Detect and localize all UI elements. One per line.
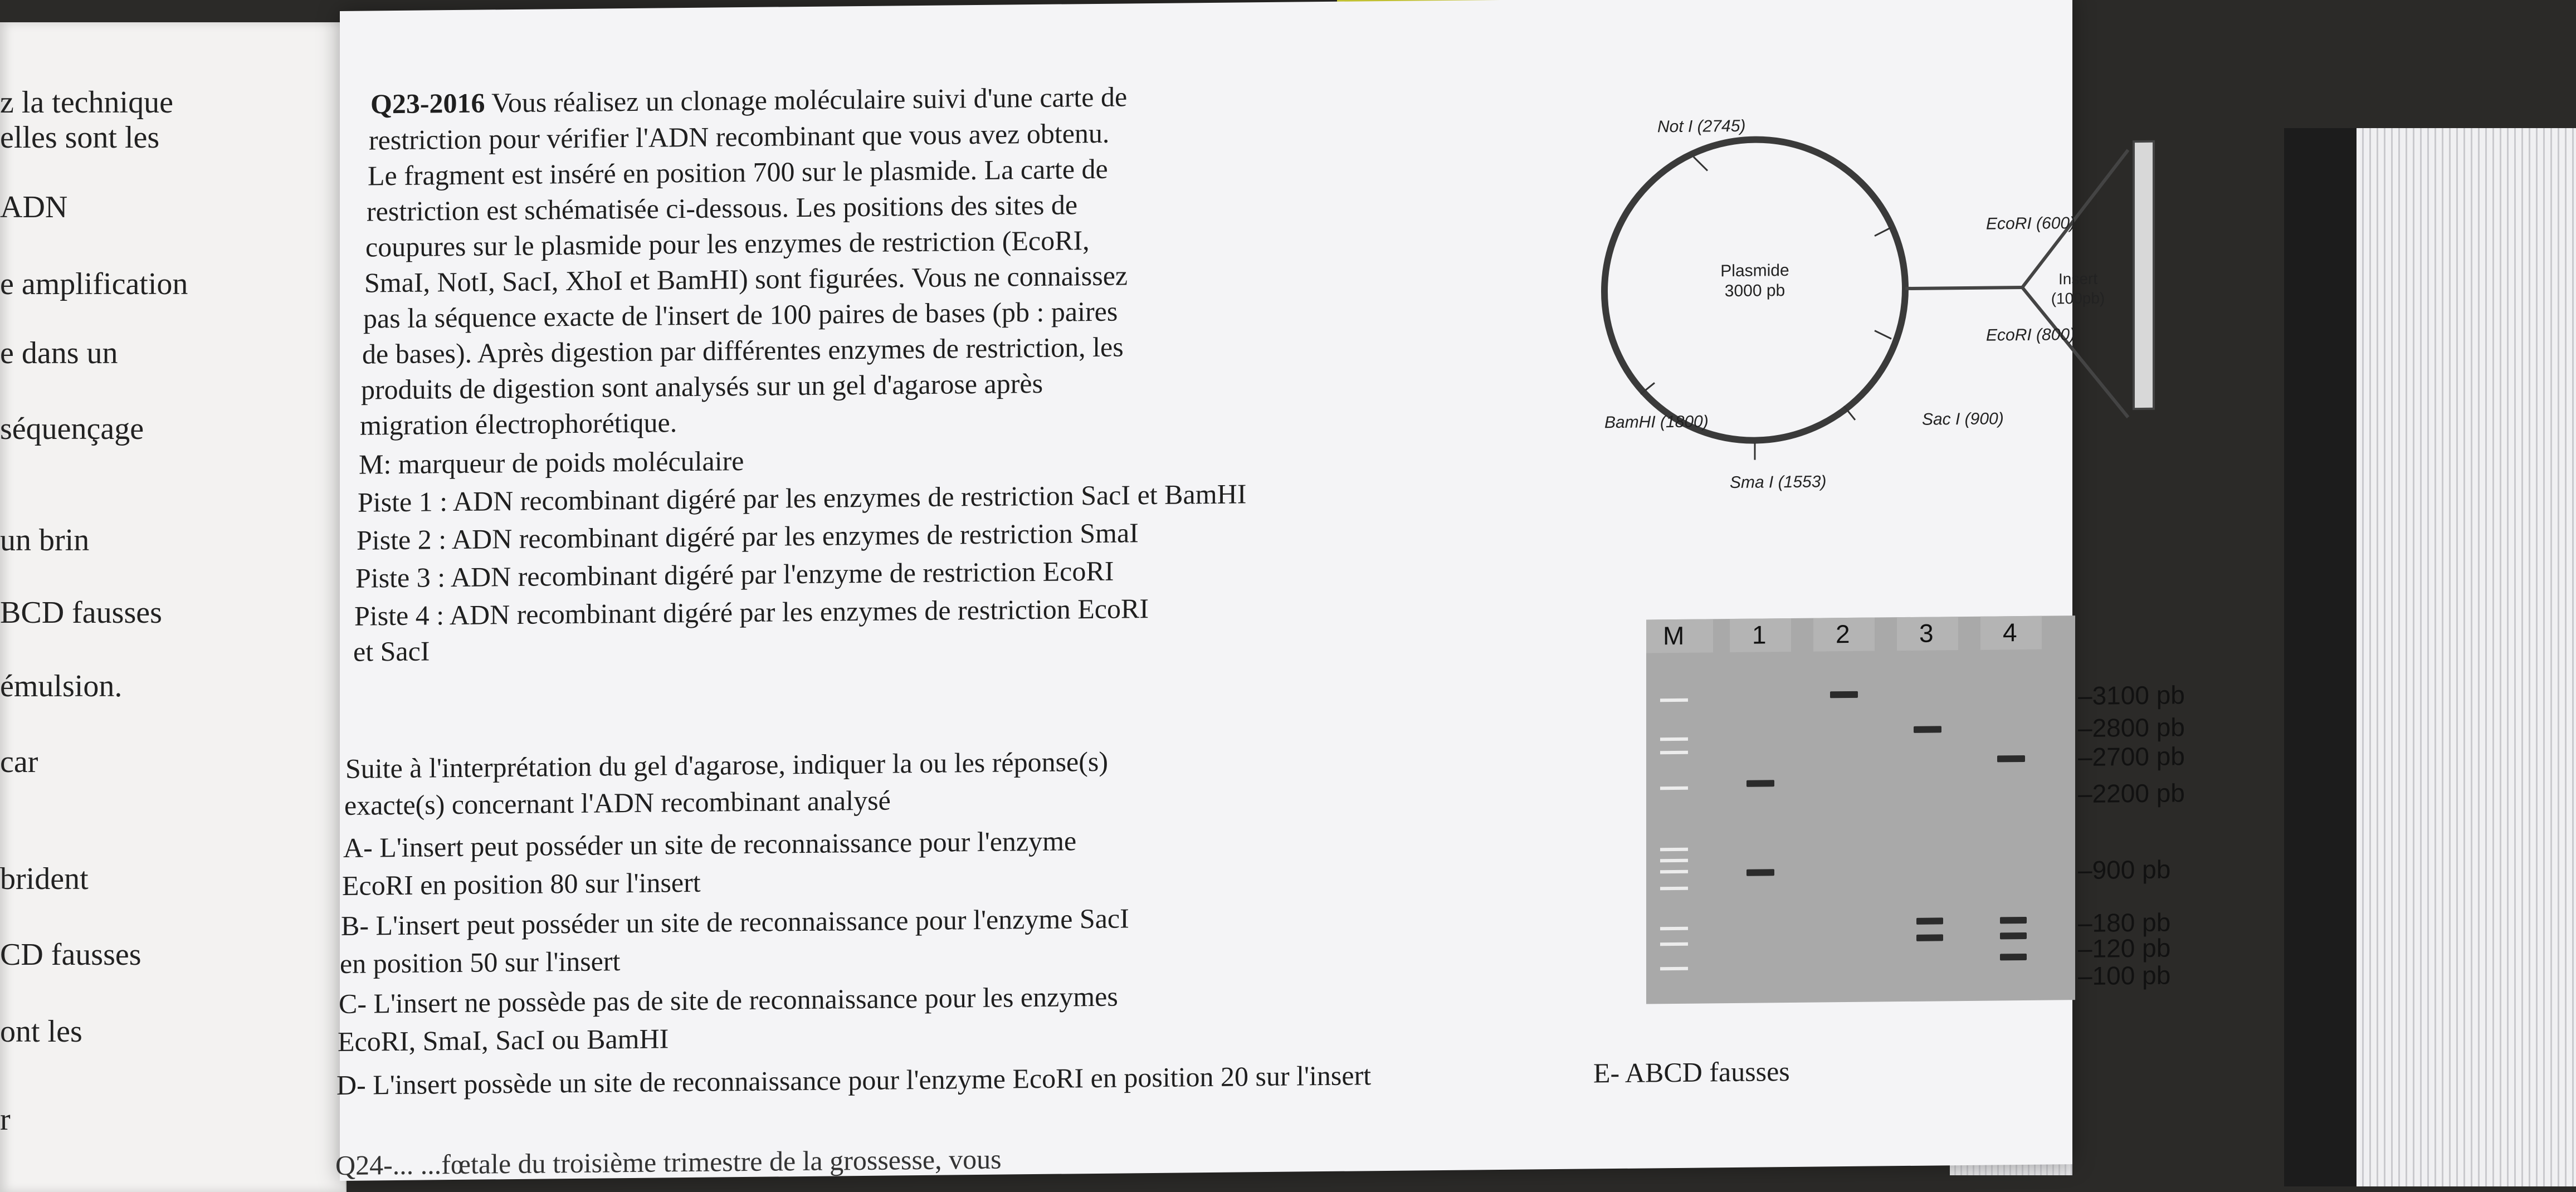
marker-band <box>1660 942 1688 946</box>
lane-4-band <box>2000 954 2027 960</box>
size-label: –120 pb <box>2078 933 2171 964</box>
left-page-line: r <box>0 1102 11 1137</box>
left-page-line: ont les <box>0 1014 82 1049</box>
left-page-line: CD fausses <box>0 937 142 972</box>
closed-book-pages <box>2357 128 2576 1186</box>
lane-2-band <box>1830 691 1858 698</box>
lane-3-band <box>1916 934 1943 941</box>
marker-band <box>1660 751 1688 754</box>
option-b: B- L'insert peut posséder un site de reconnaissance pour l'enzyme SacI <box>341 902 1129 941</box>
size-label: –100 pb <box>2078 960 2171 991</box>
size-label: –2200 pb <box>2078 778 2185 809</box>
intro-line: restriction pour vérifier l'ADN recombinant que vous avez obtenu. <box>369 117 1110 156</box>
left-page-line: e amplification <box>0 267 188 301</box>
noti-site-label: Not I (2745) <box>1657 116 1746 136</box>
size-label-text: 2800 pb <box>2092 712 2185 742</box>
marker-band <box>1660 698 1688 702</box>
size-label-text: 2700 pb <box>2092 741 2185 771</box>
lane-label-3: 3 <box>1919 618 1934 648</box>
intro-line: Vous réalisez un clonage moléculaire suivi d'une carte de <box>491 81 1128 119</box>
question-line-1 <box>370 79 1127 121</box>
left-page-line: brident <box>0 862 89 896</box>
option-a-cont: EcoRI en position 80 sur l'insert <box>342 866 701 901</box>
intro-line: produits de digestion sont analysés sur un gel d'agarose après <box>361 367 1043 406</box>
insert-size-label: (100pb) <box>2051 289 2105 307</box>
left-page-line: z la technique <box>0 85 173 120</box>
size-label: –2700 pb <box>2078 741 2185 772</box>
left-page-line: ADN <box>0 190 68 224</box>
size-label-text: 120 pb <box>2092 933 2171 963</box>
intro-line: pas la séquence exacte de l'insert de 100 paires de bases (pb : paires <box>363 295 1118 334</box>
insert-label: Insert <box>2058 270 2098 288</box>
marker-band <box>1660 848 1688 851</box>
legend-lane-1: Piste 1 : ADN recombinant digéré par les enzymes de restriction SacI et BamHI <box>358 478 1247 518</box>
smai-site-label: Sma I (1553) <box>1730 472 1827 492</box>
lane-label-m: M <box>1663 621 1685 651</box>
left-page-line: un brin <box>0 523 90 558</box>
legend-lane-4: Piste 4 : ADN recombinant digéré par les enzymes de restriction EcoRI <box>354 593 1149 632</box>
plasmid-size-label: 3000 pb <box>1724 281 1785 301</box>
left-page <box>0 22 347 1192</box>
ecori-bottom-site-label: EcoRI (800) <box>1986 325 2076 345</box>
legend-lane-3: Piste 3 : ADN recombinant digéré par l'enzyme de restriction EcoRI <box>355 555 1114 594</box>
option-b-cont: en position 50 sur l'insert <box>340 945 621 979</box>
intro-line: Le fragment est inséré en position 700 sur le plasmide. La carte de <box>368 153 1108 192</box>
option-c: C- L'insert ne possède pas de site de reconnaissance pour les enzymes <box>339 980 1118 1020</box>
intro-line: restriction est schématisée ci-dessous. Les positions des sites de <box>367 189 1078 227</box>
saci-site-label: Sac I (900) <box>1922 409 2004 429</box>
size-label: –2800 pb <box>2078 712 2185 743</box>
lane-3-band <box>1914 726 1941 732</box>
left-page-line: BCD fausses <box>0 595 162 630</box>
noti-tick <box>1694 157 1707 170</box>
marker-band <box>1660 737 1688 741</box>
size-label: –180 pb <box>2078 907 2171 938</box>
left-page-line: elles sont les <box>0 120 160 155</box>
question-number: Q23-2016 <box>370 87 485 120</box>
marker-band <box>1660 967 1688 970</box>
next-question-cut: Q24-... ...fœtale du troisième trimestre de la grossesse, vous <box>335 1143 1002 1181</box>
size-label-text: 100 pb <box>2092 960 2171 990</box>
lane-label-2: 2 <box>1836 619 1850 649</box>
size-label-text: 180 pb <box>2092 907 2171 937</box>
size-label-text: 3100 pb <box>2092 680 2185 710</box>
left-page-line: émulsion. <box>0 669 123 704</box>
bamhi-site-label: BamHI (1800) <box>1604 412 1709 432</box>
intro-line: SmaI, NotI, SacI, XhoI et BamHI) sont figurées. Vous ne connaissez <box>364 260 1128 299</box>
option-c-cont: EcoRI, SmaI, SacI ou BamHI <box>338 1023 669 1058</box>
legend-marker: M: marqueur de poids moléculaire <box>359 445 744 480</box>
size-label-text: 2200 pb <box>2092 778 2185 808</box>
size-label: –3100 pb <box>2078 680 2185 711</box>
lane-label-1: 1 <box>1752 620 1767 649</box>
intro-line: migration électrophorétique. <box>360 407 677 441</box>
question-prompt: Suite à l'interprétation du gel d'agarose, indiquer la ou les réponse(s) <box>345 745 1108 784</box>
lane-4-band <box>1997 755 2025 762</box>
plasmid-label: Plasmide <box>1720 261 1789 281</box>
lane-1-band <box>1746 780 1774 786</box>
intro-line: coupures sur le plasmide pour les enzymes de restriction (EcoRI, <box>365 224 1090 263</box>
question-prompt: exacte(s) concernant l'ADN recombinant analysé <box>344 784 891 821</box>
lane-1-band <box>1746 869 1774 876</box>
option-a: A- L'insert peut posséder un site de reconnaissance pour l'enzyme <box>343 825 1077 863</box>
marker-band <box>1660 927 1688 930</box>
lane-4-band <box>2000 917 2027 924</box>
marker-band <box>1660 786 1688 790</box>
ecori-bottom-tick <box>1875 330 1891 339</box>
lane-label-4: 4 <box>2003 618 2017 647</box>
legend-lane-2: Piste 2 : ADN recombinant digéré par les enzymes de restriction SmaI <box>357 517 1139 556</box>
left-page-line: car <box>0 745 38 779</box>
size-label-text: 900 pb <box>2092 854 2171 885</box>
ecori-top-site-label: EcoRI (600) <box>1986 214 2076 233</box>
lane-3-band <box>1916 917 1943 924</box>
option-e: E- ABCD fausses <box>1593 1056 1790 1089</box>
size-label: –900 pb <box>2078 854 2171 885</box>
legend-lane-4-cont: et SacI <box>353 635 430 667</box>
left-page-line: séquençage <box>0 412 144 446</box>
insert-connector <box>1905 287 2022 289</box>
agarose-gel <box>1646 615 2075 1004</box>
lane-4-band <box>2000 932 2027 939</box>
option-d: D- L'insert possède un site de reconnaissance pour l'enzyme EcoRI en position 20 sur l'insert <box>336 1059 1372 1101</box>
intro-line: de bases). Après digestion par différentes enzymes de restriction, les <box>362 331 1124 370</box>
ecori-top-tick <box>1875 227 1891 236</box>
insert-bar <box>2134 141 2154 409</box>
main-page <box>335 0 2185 1181</box>
left-page-line: e dans un <box>0 336 118 370</box>
marker-band <box>1660 870 1688 873</box>
marker-band <box>1660 859 1688 862</box>
marker-band <box>1660 887 1688 890</box>
plasmid-map <box>1593 99 2240 506</box>
